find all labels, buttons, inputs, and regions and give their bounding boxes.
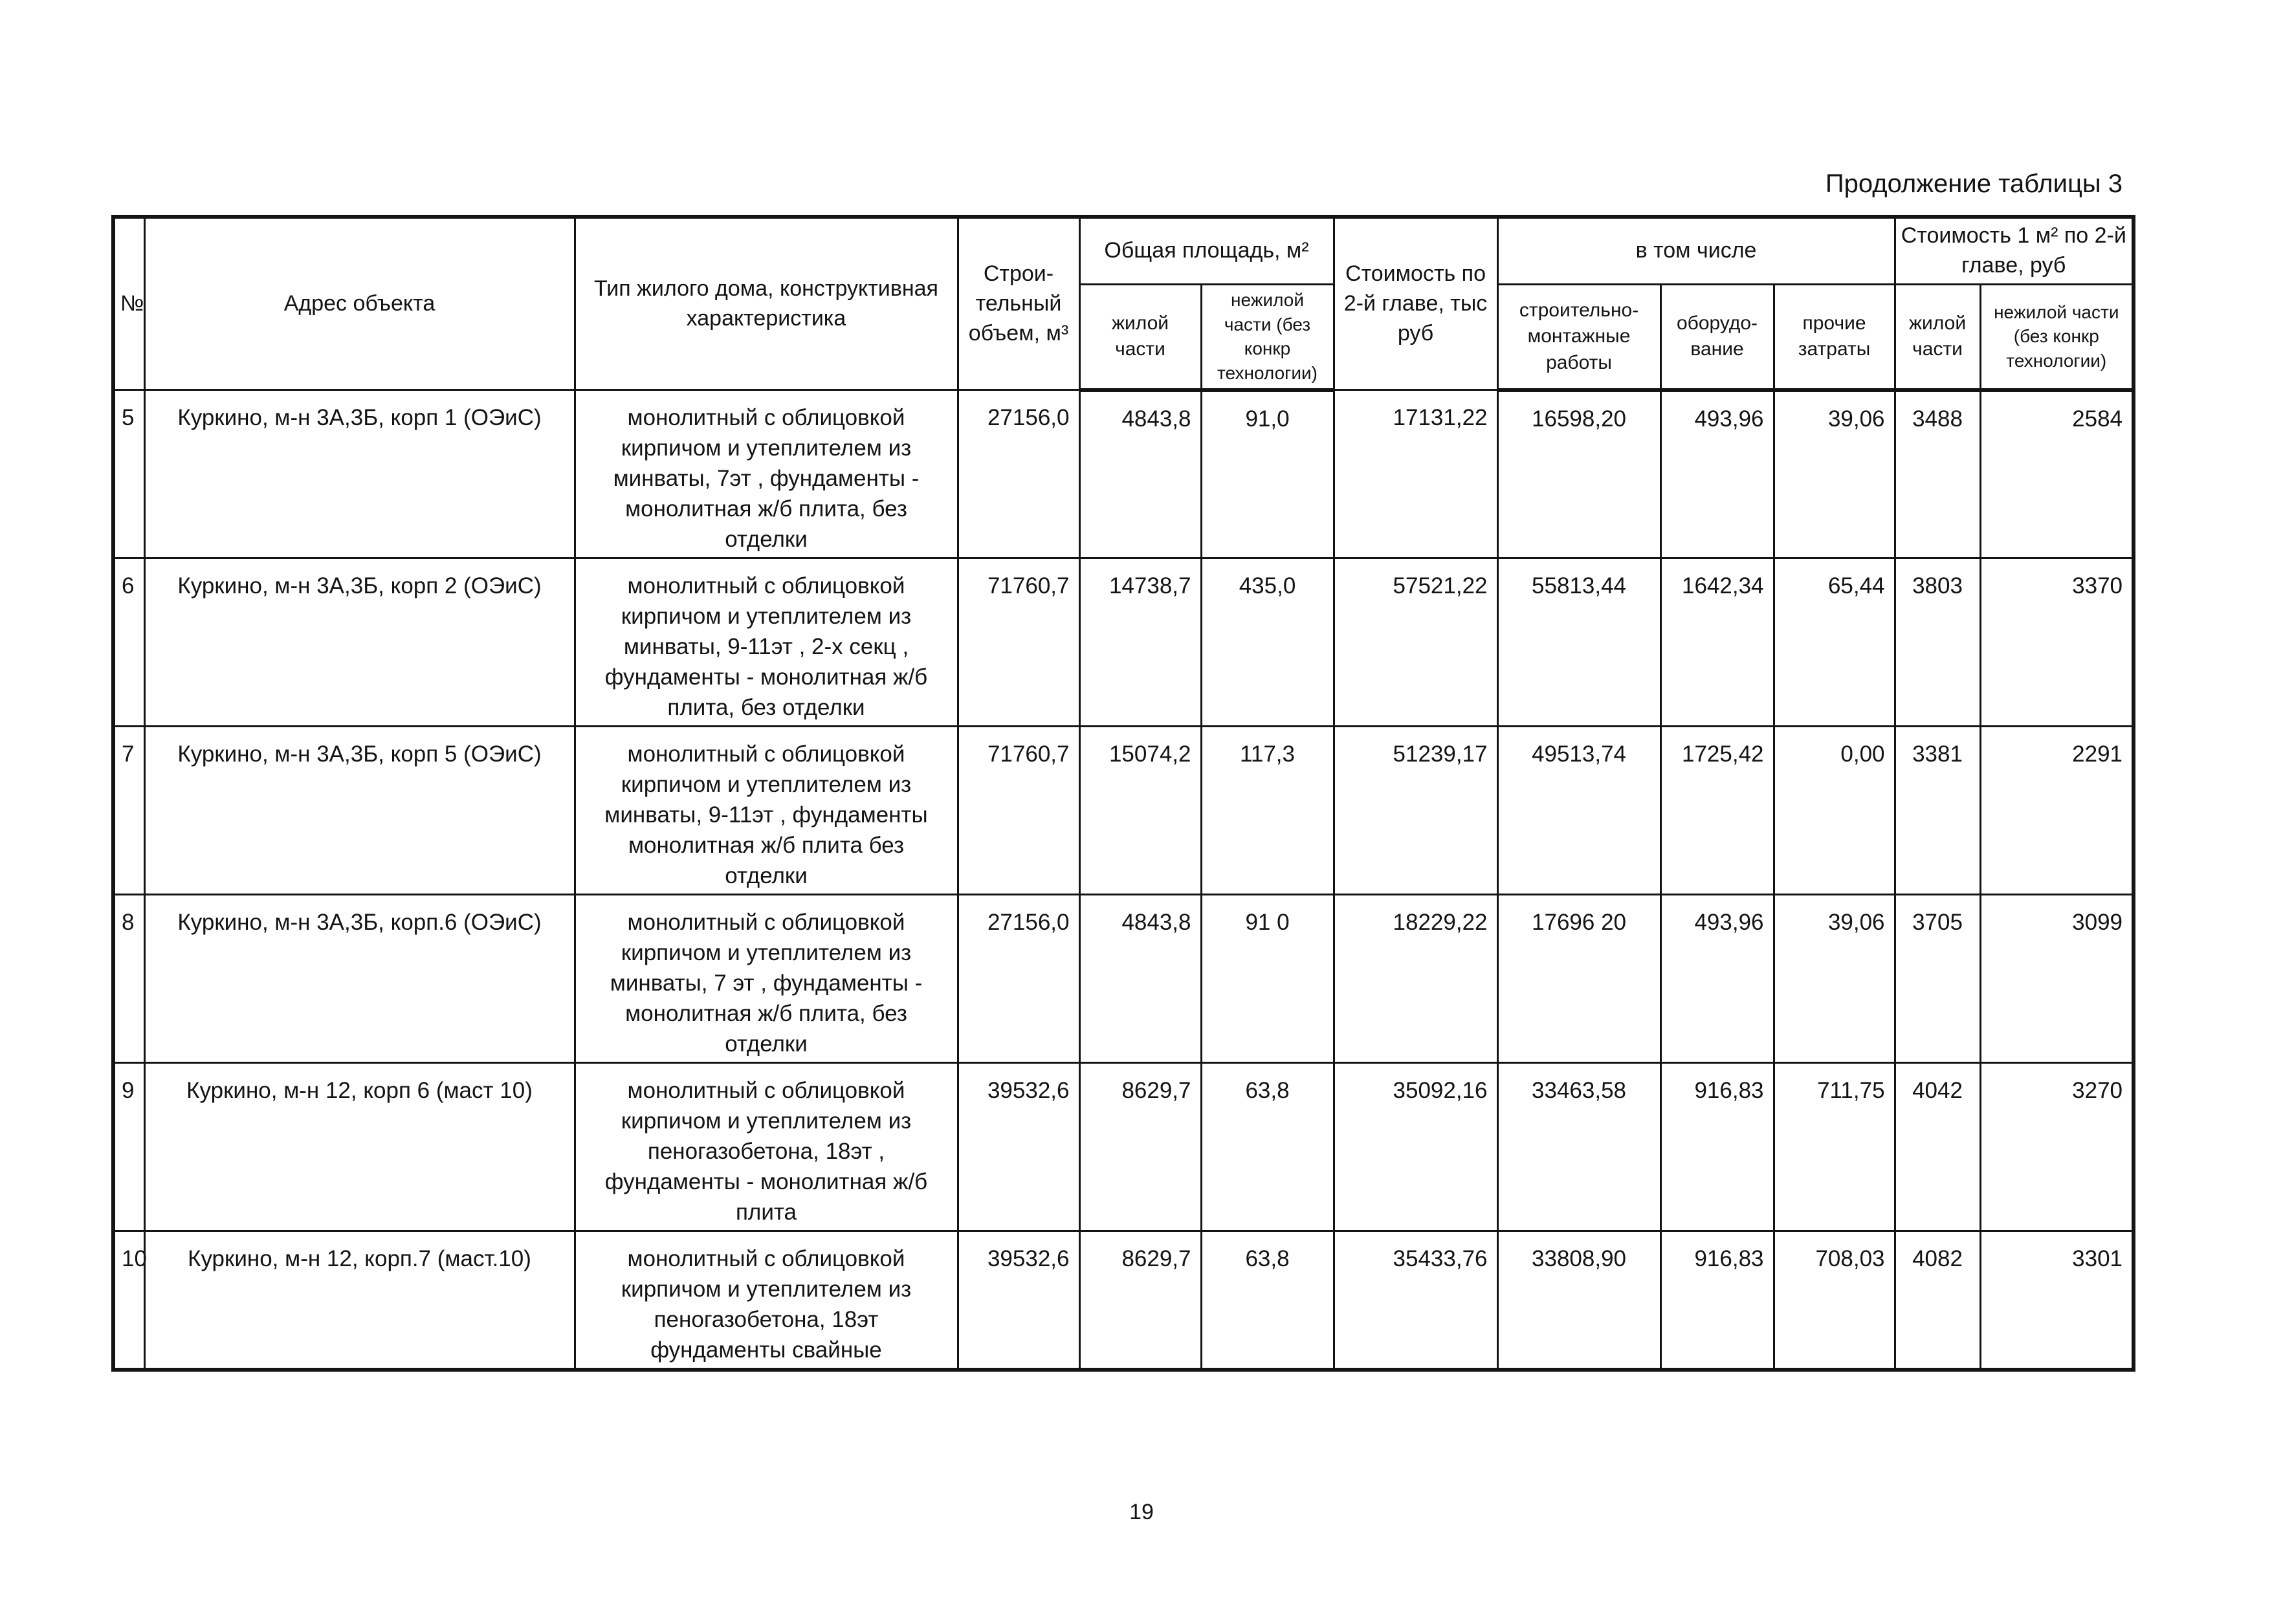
cell-other: 0,00 <box>1774 727 1895 895</box>
cell-other: 708,03 <box>1774 1231 1895 1370</box>
cell-volume: 27156,0 <box>958 895 1079 1063</box>
cell-unit-nonliving: 3301 <box>1980 1231 2134 1370</box>
cell-type: монолитный с облицовкой кирпичом и утеплителем из минваты, 7эт , фундаменты - монолитная ж/б плита, без отделки <box>575 390 958 558</box>
table-body <box>113 390 2134 1370</box>
cell-num: 10 <box>113 1231 144 1370</box>
cell-type: монолитный с облицовкой кирпичом и утеплителем из пеногазобетона, 18эт фундаменты свайные <box>575 1231 958 1370</box>
header-incl-equip: оборудо- вание <box>1660 284 1774 390</box>
header-area-nonliving: нежилой части (без конкр технологии) <box>1201 284 1334 390</box>
cell-other: 39,06 <box>1774 390 1895 558</box>
cell-smr: 17696 20 <box>1497 895 1660 1063</box>
cell-area-living: 8629,7 <box>1079 1063 1201 1231</box>
header-incl-group: в том числе <box>1497 217 1895 284</box>
header-incl-other: прочие затраты <box>1774 284 1895 390</box>
cell-unit-living: 3381 <box>1895 727 1980 895</box>
header-num: № <box>113 217 144 390</box>
header-unit-group: Стоимость 1 м² по 2-й главе, руб <box>1895 217 2134 284</box>
cell-volume: 27156,0 <box>958 390 1079 558</box>
cell-volume: 39532,6 <box>958 1063 1079 1231</box>
cell-smr: 55813,44 <box>1497 558 1660 727</box>
cell-address: Куркино, м-н 3А,3Б, корп.6 (ОЭиС) <box>144 895 575 1063</box>
cell-area-nonliving: 63,8 <box>1201 1063 1334 1231</box>
cell-area-nonliving: 91,0 <box>1201 390 1334 558</box>
header-type: Тип жилого дома, конструктивная характеристика <box>575 217 958 390</box>
cell-equip: 1725,42 <box>1660 727 1774 895</box>
cell-num: 6 <box>113 558 144 727</box>
header-address: Адрес объекта <box>144 217 575 390</box>
cell-equip: 493,96 <box>1660 390 1774 558</box>
cell-type: монолитный с облицовкой кирпичом и утеплителем из минваты, 9-11эт , фундаменты монолитная ж/б плита без отделки <box>575 727 958 895</box>
cell-unit-living: 3803 <box>1895 558 1980 727</box>
cell-other: 65,44 <box>1774 558 1895 727</box>
cell-cost: 18229,22 <box>1334 895 1497 1063</box>
cost-table <box>111 215 2135 1372</box>
cell-equip: 916,83 <box>1660 1063 1774 1231</box>
cell-unit-nonliving: 3270 <box>1980 1063 2134 1231</box>
cell-address: Куркино, м-н 3А,3Б, корп 2 (ОЭиС) <box>144 558 575 727</box>
cell-area-nonliving: 63,8 <box>1201 1231 1334 1370</box>
cell-equip: 493,96 <box>1660 895 1774 1063</box>
table-row <box>113 558 2134 727</box>
header-area-living: жилой части <box>1079 284 1201 390</box>
cell-address: Куркино, м-н 3А,3Б, корп 5 (ОЭиС) <box>144 727 575 895</box>
cell-area-nonliving: 435,0 <box>1201 558 1334 727</box>
cell-cost: 35433,76 <box>1334 1231 1497 1370</box>
table-row <box>113 895 2134 1063</box>
cell-num: 8 <box>113 895 144 1063</box>
cell-unit-nonliving: 3370 <box>1980 558 2134 727</box>
cell-cost: 51239,17 <box>1334 727 1497 895</box>
cell-area-living: 14738,7 <box>1079 558 1201 727</box>
cell-volume: 71760,7 <box>958 727 1079 895</box>
cell-smr: 49513,74 <box>1497 727 1660 895</box>
header-unit-nonliving: нежилой части (без конкр технологии) <box>1980 284 2134 390</box>
cell-num: 5 <box>113 390 144 558</box>
table-caption: Продолжение таблицы 3 <box>1825 170 2123 198</box>
cell-area-living: 15074,2 <box>1079 727 1201 895</box>
cell-cost: 57521,22 <box>1334 558 1497 727</box>
cell-address: Куркино, м-н 3А,3Б, корп 1 (ОЭиС) <box>144 390 575 558</box>
cell-volume: 39532,6 <box>958 1231 1079 1370</box>
cell-smr: 16598,20 <box>1497 390 1660 558</box>
cell-type: монолитный с облицовкой кирпичом и утеплителем из минваты, 9-11эт , 2-х секц , фундаменты - монолитная ж/б плита, без отделки <box>575 558 958 727</box>
cell-address: Куркино, м-н 12, корп 6 (маст 10) <box>144 1063 575 1231</box>
cell-area-living: 8629,7 <box>1079 1231 1201 1370</box>
page-number: 19 <box>1129 1500 1154 1524</box>
header-unit-living: жилой части <box>1895 284 1980 390</box>
table-row <box>113 1063 2134 1231</box>
table-row <box>113 1231 2134 1370</box>
cell-other: 39,06 <box>1774 895 1895 1063</box>
cell-volume: 71760,7 <box>958 558 1079 727</box>
cell-smr: 33463,58 <box>1497 1063 1660 1231</box>
header-cost: Стоимость по 2-й главе, тыс руб <box>1334 217 1497 390</box>
cell-type: монолитный с облицовкой кирпичом и утеплителем из минваты, 7 эт , фундаменты - монолитная ж/б плита, без отделки <box>575 895 958 1063</box>
cell-unit-nonliving: 2584 <box>1980 390 2134 558</box>
cell-unit-nonliving: 2291 <box>1980 727 2134 895</box>
cell-cost: 17131,22 <box>1334 390 1497 558</box>
header-volume: Строи- тельный объем, м³ <box>958 217 1079 390</box>
table-row <box>113 727 2134 895</box>
cell-unit-living: 4042 <box>1895 1063 1980 1231</box>
cell-num: 9 <box>113 1063 144 1231</box>
cell-unit-living: 3488 <box>1895 390 1980 558</box>
cell-unit-living: 4082 <box>1895 1231 1980 1370</box>
cell-equip: 916,83 <box>1660 1231 1774 1370</box>
header-incl-smr: строительно- монтажные работы <box>1497 284 1660 390</box>
cell-unit-living: 3705 <box>1895 895 1980 1063</box>
cell-unit-nonliving: 3099 <box>1980 895 2134 1063</box>
cell-other: 711,75 <box>1774 1063 1895 1231</box>
table-row <box>113 390 2134 558</box>
cell-area-living: 4843,8 <box>1079 895 1201 1063</box>
cell-equip: 1642,34 <box>1660 558 1774 727</box>
cell-cost: 35092,16 <box>1334 1063 1497 1231</box>
cell-type: монолитный с облицовкой кирпичом и утеплителем из пеногазобетона, 18эт , фундаменты - монолитная ж/б плита <box>575 1063 958 1231</box>
cell-address: Куркино, м-н 12, корп.7 (маст.10) <box>144 1231 575 1370</box>
cell-num: 7 <box>113 727 144 895</box>
cell-area-living: 4843,8 <box>1079 390 1201 558</box>
cell-area-nonliving: 91 0 <box>1201 895 1334 1063</box>
cell-area-nonliving: 117,3 <box>1201 727 1334 895</box>
table-header <box>113 217 2134 390</box>
cell-smr: 33808,90 <box>1497 1231 1660 1370</box>
header-area-group: Общая площадь, м² <box>1079 217 1334 284</box>
